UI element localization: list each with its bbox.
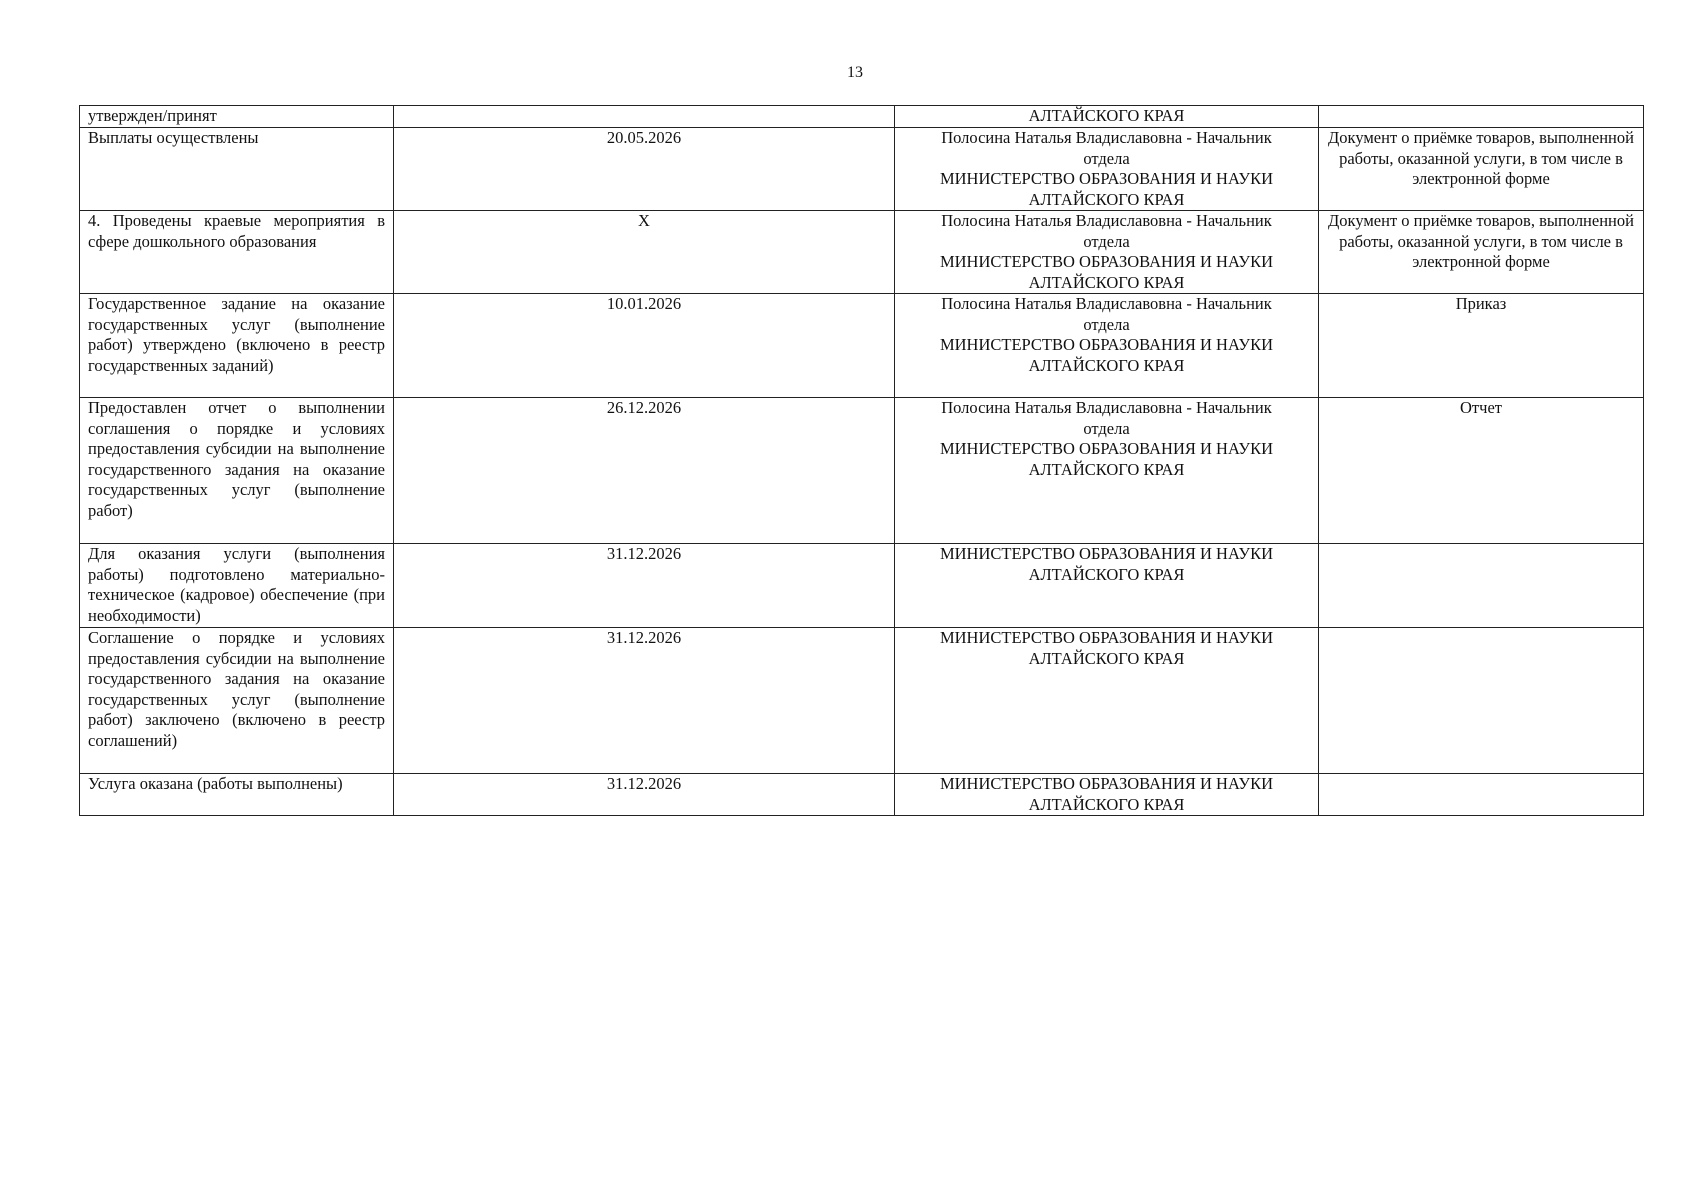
responsible-line: АЛТАЙСКОГО КРАЯ <box>1028 106 1185 125</box>
table-row <box>80 774 1644 816</box>
responsible-line: МИНИСТЕРСТВО ОБРАЗОВАНИЯ И НАУКИ <box>939 335 1274 354</box>
document-cell: Отчет <box>1319 398 1644 544</box>
table-row <box>80 628 1644 774</box>
responsible-line: МИНИСТЕРСТВО ОБРАЗОВАНИЯ И НАУКИ <box>939 252 1274 271</box>
responsible-cell <box>895 128 1319 211</box>
document-cell <box>1319 544 1644 628</box>
table-row <box>80 211 1644 294</box>
document-cell: Приказ <box>1319 294 1644 398</box>
event-cell: Государственное задание на оказание государственных услуг (выполнение работ) утверждено (включено в реестр государственных заданий) <box>80 294 394 398</box>
responsible-line: МИНИСТЕРСТВО ОБРАЗОВАНИЯ И НАУКИ <box>939 628 1274 647</box>
responsible-line: отдела <box>1083 418 1130 438</box>
document-cell: Документ о приёмке товаров, выполненной работы, оказанной услуги, в том числе в электронной форме <box>1319 128 1644 211</box>
date-cell: 31.12.2026 <box>394 774 895 816</box>
control-points-table <box>79 105 1644 816</box>
date-cell: 20.05.2026 <box>394 128 895 211</box>
date-cell: 31.12.2026 <box>394 544 895 628</box>
responsible-line: Полосина Наталья Владиславовна - Начальник <box>941 398 1272 417</box>
responsible-line: АЛТАЙСКОГО КРАЯ <box>1028 564 1185 584</box>
responsible-cell <box>895 398 1319 544</box>
responsible-line: АЛТАЙСКОГО КРАЯ <box>1028 189 1185 209</box>
event-cell: Выплаты осуществлены <box>80 128 394 211</box>
table-row <box>80 544 1644 628</box>
document-cell <box>1319 628 1644 774</box>
event-cell: 4. Проведены краевые мероприятия в сфере дошкольного образования <box>80 211 394 294</box>
responsible-line: Полосина Наталья Владиславовна - Начальник <box>941 211 1272 230</box>
table-row <box>80 294 1644 398</box>
responsible-cell <box>895 211 1319 294</box>
document-cell: Документ о приёмке товаров, выполненной работы, оказанной услуги, в том числе в электронной форме <box>1319 211 1644 294</box>
event-cell: Предоставлен отчет о выполнении соглашения о порядке и условиях предоставления субсидии на выполнение государственного задания на оказание государственных услуг (выполнение работ) <box>80 398 394 544</box>
responsible-line: АЛТАЙСКОГО КРАЯ <box>1028 648 1185 668</box>
document-cell <box>1319 106 1644 128</box>
responsible-line: МИНИСТЕРСТВО ОБРАЗОВАНИЯ И НАУКИ <box>939 439 1274 458</box>
event-cell: утвержден/принят <box>80 106 394 128</box>
responsible-cell <box>895 628 1319 774</box>
responsible-line: отдела <box>1083 314 1130 334</box>
table-row <box>80 128 1644 211</box>
responsible-cell <box>895 106 1319 128</box>
responsible-line: МИНИСТЕРСТВО ОБРАЗОВАНИЯ И НАУКИ <box>939 774 1274 793</box>
date-cell: 26.12.2026 <box>394 398 895 544</box>
responsible-cell <box>895 544 1319 628</box>
responsible-line: отдела <box>1083 231 1130 251</box>
responsible-line: Полосина Наталья Владиславовна - Начальник <box>941 294 1272 313</box>
responsible-line: МИНИСТЕРСТВО ОБРАЗОВАНИЯ И НАУКИ <box>939 169 1274 188</box>
responsible-cell <box>895 294 1319 398</box>
responsible-line: Полосина Наталья Владиславовна - Начальник <box>941 128 1272 147</box>
document-cell <box>1319 774 1644 816</box>
table-row <box>80 106 1644 128</box>
page-number: 13 <box>847 64 863 81</box>
responsible-cell <box>895 774 1319 816</box>
date-cell: 31.12.2026 <box>394 628 895 774</box>
responsible-line: отдела <box>1083 148 1130 168</box>
responsible-line: АЛТАЙСКОГО КРАЯ <box>1028 272 1185 292</box>
event-cell: Услуга оказана (работы выполнены) <box>80 774 394 816</box>
date-cell: 10.01.2026 <box>394 294 895 398</box>
date-cell: X <box>394 211 895 294</box>
table-row <box>80 398 1644 544</box>
event-cell: Для оказания услуги (выполнения работы) подготовлено материально-техническое (кадровое) обеспечение (при необходимости) <box>80 544 394 628</box>
responsible-line: АЛТАЙСКОГО КРАЯ <box>1028 794 1185 814</box>
responsible-line: МИНИСТЕРСТВО ОБРАЗОВАНИЯ И НАУКИ <box>939 544 1274 563</box>
responsible-line: АЛТАЙСКОГО КРАЯ <box>1028 355 1185 375</box>
responsible-line: АЛТАЙСКОГО КРАЯ <box>1028 459 1185 479</box>
date-cell <box>394 106 895 128</box>
event-cell: Соглашение о порядке и условиях предоставления субсидии на выполнение государственного задания на оказание государственных услуг (выполнение работ) заключено (включено в реестр соглашений) <box>80 628 394 774</box>
